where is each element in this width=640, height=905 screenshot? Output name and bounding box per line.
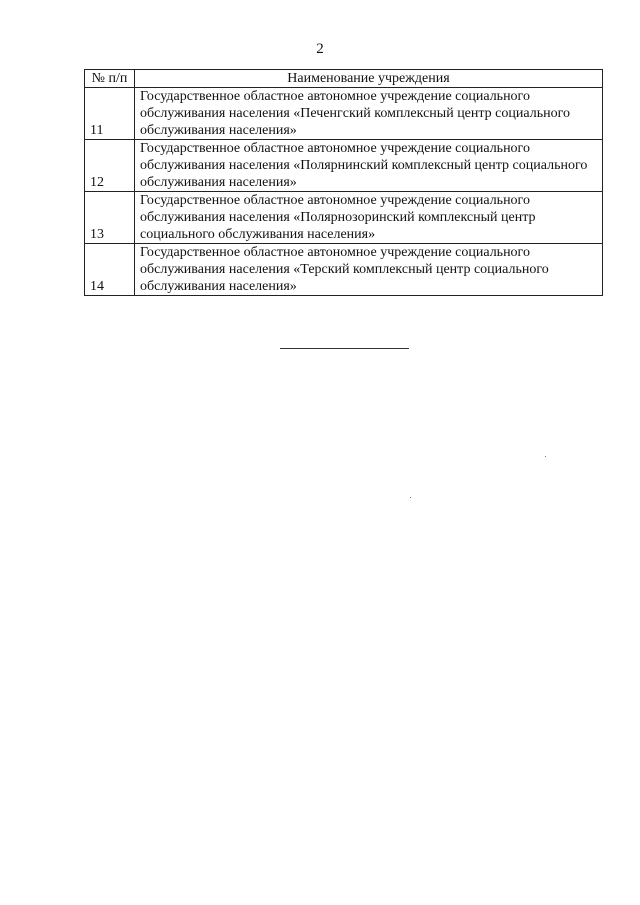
row-number: 12 — [85, 140, 135, 192]
table-body — [85, 88, 603, 296]
institutions-table — [84, 69, 603, 296]
institution-name: Государственное областное автономное учреждение социального обслуживания населения «Полярнинский комплексный центр социального обслуживания населения» — [135, 140, 603, 192]
institution-name: Государственное областное автономное учреждение социального обслуживания населения «Печенгский комплексный центр социального обслуживания населения» — [135, 88, 603, 140]
institution-name: Государственное областное автономное учреждение социального обслуживания населения «Терский комплексный центр социального обслуживания населения» — [135, 244, 603, 296]
scan-speck — [410, 497, 411, 498]
end-of-document-line — [280, 348, 409, 349]
table-header — [85, 70, 603, 88]
table-row — [85, 140, 603, 192]
header-number: № п/п — [85, 70, 135, 88]
row-number: 11 — [85, 88, 135, 140]
institution-name: Государственное областное автономное учреждение социального обслуживания населения «Полярнозоринский комплексный центр социального обслуживания населения» — [135, 192, 603, 244]
row-number: 13 — [85, 192, 135, 244]
row-number: 14 — [85, 244, 135, 296]
table-row — [85, 88, 603, 140]
table-row — [85, 192, 603, 244]
header-institution-name: Наименование учреждения — [135, 70, 603, 88]
table-row — [85, 244, 603, 296]
scan-speck — [545, 456, 546, 457]
page-number: 2 — [316, 41, 324, 57]
table-header-row — [85, 70, 603, 88]
